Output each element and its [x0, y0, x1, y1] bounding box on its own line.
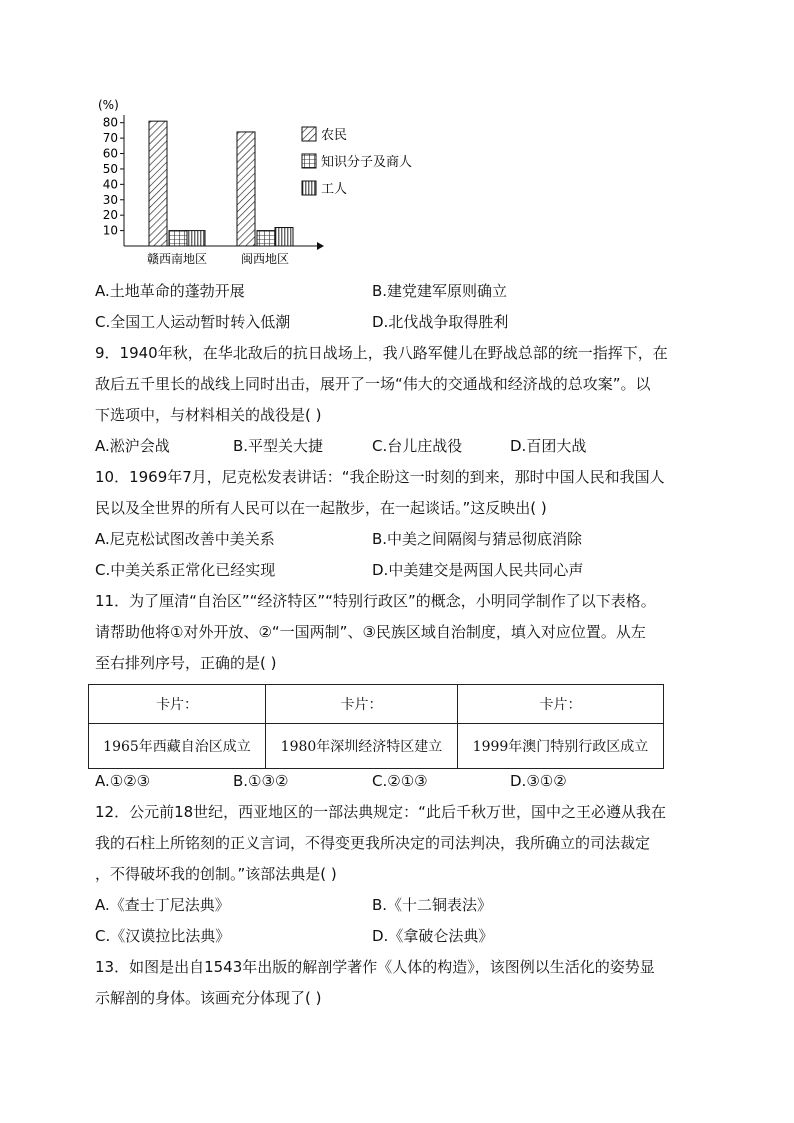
y-axis-unit: (%): [98, 98, 119, 112]
q9-stem-line-1: 9．1940年秋，在华北敌后的抗日战场上，我八路军健儿在野战总部的统一指挥下，在: [95, 344, 668, 362]
card-cell: 1999年澳门特别行政区成立: [458, 724, 664, 769]
q12-stem-line-2: 我的石柱上所铭刻的正义言词，不得变更我所决定的司法判决，我所确立的司法裁定: [95, 834, 651, 852]
q10-option-a[interactable]: A.尼克松试图改善中美关系: [95, 530, 275, 548]
q8-option-c[interactable]: C.全国工人运动暂时转入低潮: [95, 313, 291, 331]
legend-swatch: [302, 127, 316, 141]
y-tick-label: 20: [102, 208, 118, 223]
y-tick-label: 50: [102, 161, 118, 176]
q10-option-b[interactable]: B.中美之间隔阂与猜忌彻底消除: [372, 530, 583, 548]
bar: [149, 121, 167, 246]
legend-swatch: [302, 154, 316, 168]
q9-option-b[interactable]: B.平型关大捷: [233, 437, 324, 455]
q11-stem-line-2: 请帮助他将①对外开放、②“一国两制”、③民族区域自治制度，填入对应位置。从左: [95, 623, 646, 641]
bar: [237, 132, 255, 246]
q9-stem-line-2: 敌后五千里长的战线上同时出击，展开了一场“伟大的交通战和经济战的总攻案”。以: [95, 375, 651, 393]
q11-option-a[interactable]: A.①②③: [95, 772, 151, 790]
card-cell: 1980年深圳经济特区建立: [266, 724, 458, 769]
q11-option-b[interactable]: B.①③②: [233, 772, 289, 790]
x-axis-arrow: [317, 242, 324, 250]
q12-option-b[interactable]: B.《十二铜表法》: [372, 896, 493, 914]
q12-option-d[interactable]: D.《拿破仑法典》: [372, 927, 494, 945]
y-tick-label: 60: [102, 146, 118, 161]
x-category-label: 闽西地区: [240, 252, 290, 266]
y-tick-label: 70: [102, 131, 118, 146]
y-tick-label: 30: [102, 192, 118, 207]
q10-stem-line-2: 民以及全世界的所有人民可以在一起散步，在一起谈话。”这反映出( ): [95, 499, 547, 517]
q13-stem-line-1: 13．如图是出自1543年出版的解剖学著作《人体的构造》，该图例以生活化的姿势显: [95, 958, 655, 976]
q8-option-d[interactable]: D.北伐战争取得胜利: [372, 313, 509, 331]
q12-stem-line-1: 12．公元前18世纪，西亚地区的一部法典规定：“此后千秋万世，国中之王必遵从我在: [95, 803, 666, 821]
q9-option-c[interactable]: C.台儿庄战役: [372, 437, 463, 455]
bar: [187, 231, 205, 246]
legend-label: 工人: [321, 182, 348, 197]
q9-option-a[interactable]: A.淞沪会战: [95, 437, 170, 455]
q9-stem-line-3: 下选项中，与材料相关的战役是( ): [95, 406, 322, 424]
bar: [275, 228, 293, 246]
bar-chart: [92, 95, 432, 270]
q9-option-d[interactable]: D.百团大战: [510, 437, 587, 455]
q10-stem-line-1: 10．1969年7月，尼克松发表讲话：“我企盼这一时刻的到来，那时中国人民和我国人: [95, 468, 665, 486]
q10-option-d[interactable]: D.中美建交是两国人民共同心声: [372, 561, 584, 579]
card-header: 卡片：: [89, 685, 266, 724]
q11-option-d[interactable]: D.③①②: [510, 772, 567, 790]
q12-stem-line-3: ，不得破坏我的创制。”该部法典是( ): [95, 865, 337, 883]
legend-label: 知识分子及商人: [321, 155, 413, 170]
card-cell: 1965年西藏自治区成立: [89, 724, 266, 769]
q11-stem-line-1: 11．为了厘清“自治区”“经济特区”“特别行政区”的概念，小明同学制作了以下表格。: [95, 592, 656, 610]
q8-option-b[interactable]: B.建党建军原则确立: [372, 282, 508, 300]
card-table: [88, 684, 664, 769]
y-tick-label: 10: [102, 223, 118, 238]
y-tick-label: 40: [102, 177, 118, 192]
card-header: 卡片：: [266, 685, 458, 724]
q10-option-c[interactable]: C.中美关系正常化已经实现: [95, 561, 276, 579]
legend-label: 农民: [321, 128, 348, 143]
bar: [257, 231, 275, 246]
x-category-label: 赣西南地区: [146, 252, 208, 266]
q8-option-a[interactable]: A.土地革命的蓬勃开展: [95, 282, 245, 300]
bar: [169, 231, 187, 246]
card-header: 卡片：: [458, 685, 664, 724]
y-tick-label: 80: [102, 115, 118, 130]
q12-option-c[interactable]: C.《汉谟拉比法典》: [95, 927, 231, 945]
legend-swatch: [302, 181, 316, 195]
q11-stem-line-3: 至右排列序号，正确的是( ): [95, 654, 277, 672]
q12-option-a[interactable]: A.《查士丁尼法典》: [95, 896, 230, 914]
q11-option-c[interactable]: C.②①③: [372, 772, 428, 790]
q13-stem-line-2: 示解剖的身体。该画充分体现了( ): [95, 989, 322, 1007]
